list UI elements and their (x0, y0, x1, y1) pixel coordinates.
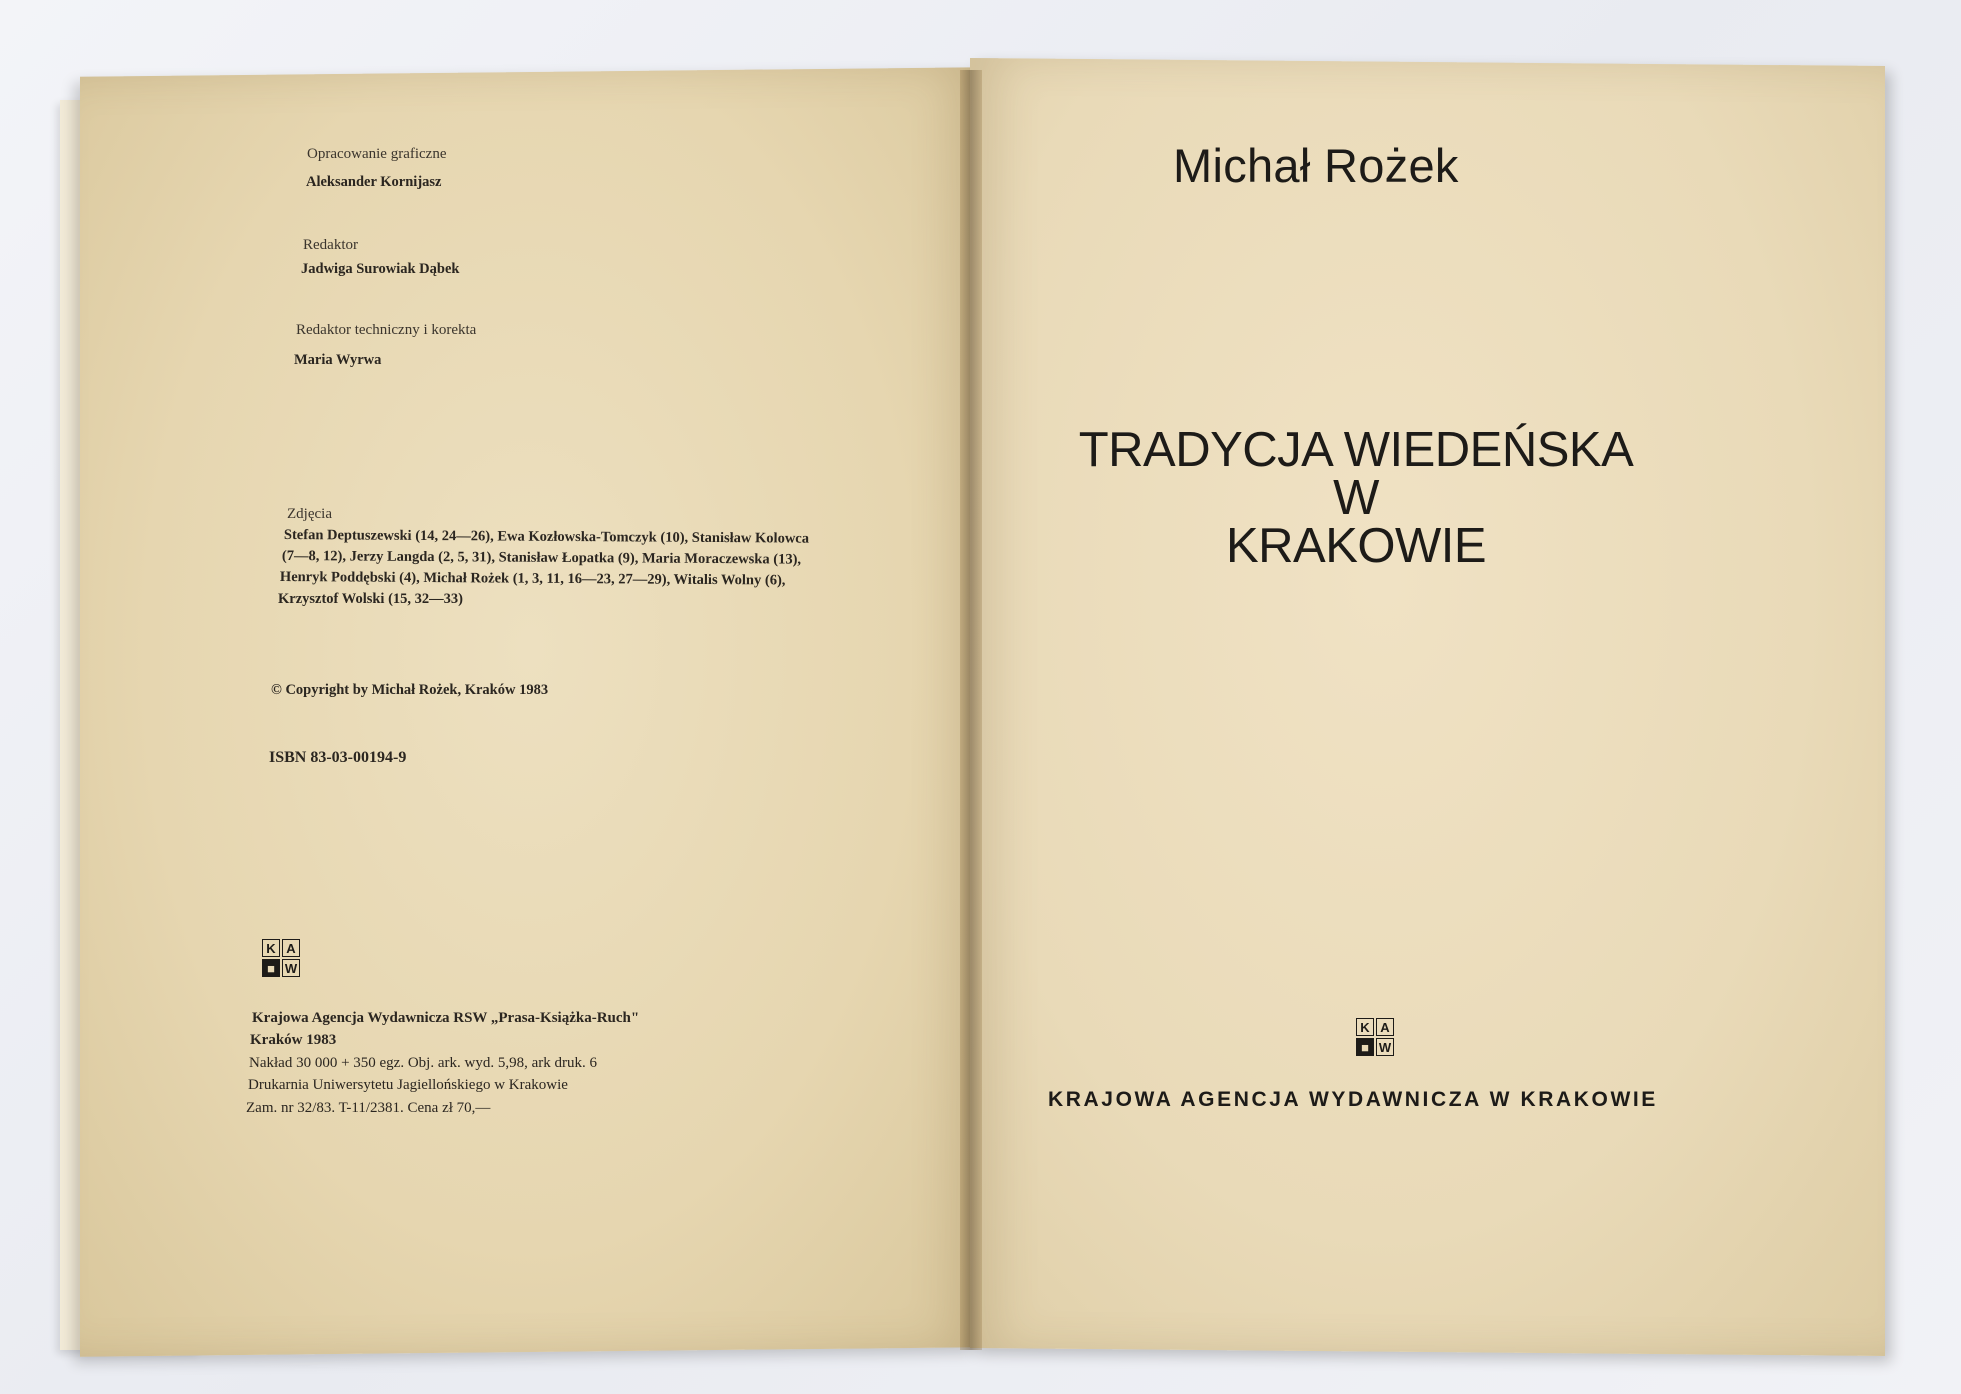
photos-label: Zdjęcia (287, 506, 332, 522)
title-line-3: KRAKOWIE (1225, 519, 1487, 573)
logo-letter-k: K (262, 939, 280, 957)
publisher-name: KRAJOWA AGENCJA WYDAWNICZA W KRAKOWIE (1048, 1088, 1658, 1111)
imprint-printer: Drukarnia Uniwersytetu Jagiellońskiego w Krakowie (248, 1077, 568, 1093)
title-line-1: TRADYCJA WIEDEŃSKA (1078, 423, 1634, 477)
credit-label-editor: Redaktor (303, 237, 358, 253)
title-line-2: W (1333, 471, 1379, 525)
kaw-logo-left (262, 939, 300, 977)
photos-line-2: (7—8, 12), Jerzy Langda (2, 5, 31), Stanisław Łopatka (9), Maria Moraczewska (13), (281, 548, 802, 568)
isbn: ISBN 83-03-00194-9 (269, 749, 407, 766)
imprint-order-price: Zam. nr 32/83. T-11/2381. Cena zł 70,— (246, 1100, 491, 1116)
author-name: Michał Rożek (1173, 139, 1459, 192)
logo-letter-w: W (1376, 1038, 1394, 1056)
book-spine (960, 70, 982, 1350)
photos-line-1: Stefan Deptuszewski (14, 24—26), Ewa Kozłowska-Tomczyk (10), Stanisław Kolowca (283, 527, 810, 547)
photos-line-4: Krzysztof Wolski (15, 32—33) (278, 591, 463, 607)
left-page (80, 67, 980, 1356)
copyright-line: © Copyright by Michał Rożek, Kraków 1983 (271, 682, 549, 698)
logo-dark-square: ■ (1356, 1038, 1374, 1056)
imprint-print-run: Nakład 30 000 + 350 egz. Obj. ark. wyd. 5,98, ark druk. 6 (249, 1055, 597, 1071)
right-page (970, 58, 1885, 1356)
logo-dark-square: ■ (262, 959, 280, 977)
logo-letter-k: K (1356, 1018, 1374, 1036)
credit-label-graphics: Opracowanie graficzne (307, 146, 447, 162)
credit-label-technical-editor: Redaktor techniczny i korekta (296, 322, 477, 338)
photos-line-3: Henryk Poddębski (4), Michał Rożek (1, 3, 11, 16—23, 27—29), Witalis Wolny (6), (279, 569, 786, 589)
logo-letter-a: A (1376, 1018, 1394, 1036)
imprint-city-year: Kraków 1983 (250, 1032, 337, 1048)
credit-name-graphics: Aleksander Kornijasz (306, 174, 442, 190)
credit-name-editor: Jadwiga Surowiak Dąbek (301, 261, 460, 277)
kaw-logo-right (1356, 1018, 1394, 1056)
logo-letter-w: W (282, 959, 300, 977)
logo-letter-a: A (282, 939, 300, 957)
imprint-publisher: Krajowa Agencja Wydawnicza RSW „Prasa-Książka-Ruch" (252, 1010, 640, 1026)
credit-name-technical-editor: Maria Wyrwa (294, 352, 382, 368)
